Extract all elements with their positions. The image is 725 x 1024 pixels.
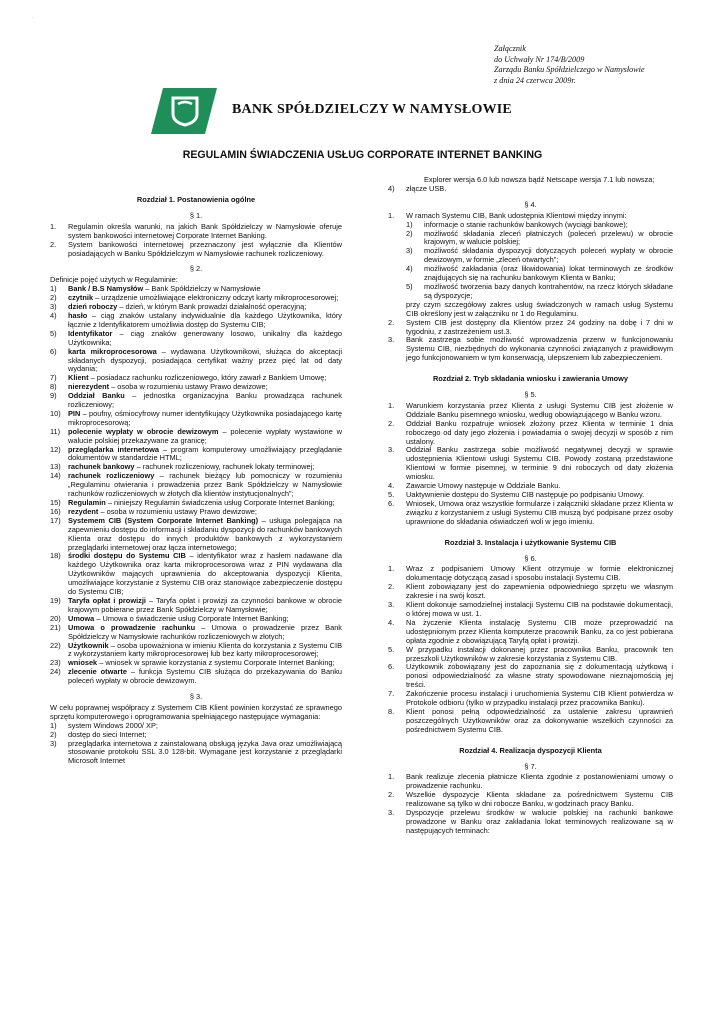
definition-term: Identyfikator — [68, 328, 113, 338]
bank-name: BANK SPÓŁDZIELCZY W NAMYSŁOWIE — [232, 102, 512, 117]
item-text: system Windows 2000/ XP; — [68, 720, 158, 730]
item-text: złącze USB. — [406, 183, 447, 193]
definitions-list — [50, 285, 342, 686]
numbered-item — [388, 420, 673, 447]
item-number: 21) — [50, 622, 61, 632]
definition-text: – jednostka organizacyjna Banku prowadząca rachunek rozliczeniowy; — [68, 391, 342, 410]
definition-item — [50, 446, 342, 464]
left-column — [50, 190, 342, 766]
definition-text: – Umowa o świadczenie usług Corporate Internet Banking; — [94, 613, 289, 623]
definition-item — [50, 668, 342, 686]
definition-text: – dzień, w którym Bank prowadzi działalność operacyjną; — [117, 302, 307, 312]
item-number: 1. — [388, 210, 395, 220]
section-5-list — [388, 402, 673, 527]
item-number: 4) — [388, 183, 395, 193]
definition-item — [50, 552, 342, 597]
definition-term: czytnik — [68, 293, 94, 303]
definition-item — [50, 642, 342, 660]
definition-text: – rachunek rozliczeniowy, rachunek lokaty terminowej; — [134, 462, 315, 472]
definition-text: – Umowa o prowadzenie przez Bank Spółdzielczy w Namysłowie rachunków rozliczeniowych w złotych; — [68, 622, 343, 641]
definition-item — [50, 312, 342, 330]
item-text: Wszelkie dyspozycje Klienta składane za pośrednictwem Systemu CIB realizowane są tylko w dni robocze Banku, w godzinach pracy Banku. — [406, 790, 673, 809]
definition-term: Regulamin — [68, 498, 106, 507]
item-number: 1. — [388, 400, 395, 410]
definition-item — [50, 348, 342, 375]
numbered-item — [388, 565, 673, 583]
item-text: Bank zastrzega sobie możliwość wprowadzenia przerw w funkcjonowaniu Systemu CIB, niezbędnych do wykonania czynności związanych z prawidłowym jego funkcjonowaniem w tym konserwacją, ulepszeniem lub zabezpieczeniem. — [406, 335, 673, 363]
item-number: 7) — [50, 373, 57, 383]
numbered-item — [388, 708, 673, 735]
definition-term: nierezydent — [68, 382, 110, 392]
item-text: Wraz z podpisaniem Umowy Klient otrzymuje w formie elektronicznej dokumentację dotyczącą zasad i sposobu instalacji Systemu CIB. — [406, 564, 673, 583]
definition-item — [50, 330, 342, 348]
item-number: 6) — [50, 346, 57, 356]
section-label: § 5. — [524, 390, 537, 400]
numbered-item — [388, 809, 673, 836]
definition-term: Oddział Banku — [68, 391, 125, 401]
item-text: Regulamin określa warunki, na jakich Bank Spółdzielczy w Namysłowie oferuje system bankowości internetowej Corporate Internet Banking. — [68, 221, 342, 240]
item-number: 22) — [50, 640, 61, 650]
item-number: 12) — [50, 444, 61, 454]
corner-mark: · — [32, 15, 34, 21]
numbered-item — [388, 336, 673, 363]
definition-term: dzień roboczy — [68, 302, 118, 312]
item-number: 3) — [50, 738, 57, 748]
section-7-list — [388, 773, 673, 835]
item-text: informacje o stanie rachunków bankowych (wyciągi bankowe); — [424, 219, 628, 229]
bank-logo — [151, 88, 217, 134]
section-intro: W celu poprawnej współpracy z Systemem CIB Klient powinien korzystać ze sprawnego sprzętu komputerowego i oprogramowania spełniającego następujące wymagania: — [50, 702, 342, 721]
definition-item — [50, 472, 342, 499]
definition-term: wniosek — [68, 658, 98, 668]
definition-text: – poufny, ośmiocyfrowy numer identyfikujący Użytkownika posiadającego kartę mikroprocesorową; — [68, 408, 342, 427]
annex-note — [494, 44, 704, 86]
item-number: 4. — [388, 617, 395, 627]
chapter-heading: Rozdział 1. Postanowienia ogólne — [136, 195, 256, 204]
definition-term: hasło — [68, 310, 88, 320]
definition-item — [50, 392, 342, 410]
chapter-heading: Rozdział 3. Instalacja i użytkowanie Systemu CIB — [444, 537, 617, 547]
item-number: 3. — [388, 445, 395, 455]
section-label: § 3. — [189, 692, 203, 702]
numbered-item — [388, 619, 673, 646]
item-number: 20) — [50, 613, 61, 623]
definition-item — [50, 410, 342, 428]
numbered-item — [388, 601, 673, 619]
numbered-item — [50, 241, 342, 259]
definition-text: – Bank Spółdzielczy w Namysłowie — [143, 284, 261, 294]
item-number: 13) — [50, 462, 61, 472]
definition-text: – osoba w rozumieniu ustawy Prawo dewizowe; — [98, 506, 257, 516]
definition-term: polecenie wypłaty w obrocie dewizowym — [68, 426, 219, 436]
item-number: 15) — [50, 498, 61, 507]
item-number: 5. — [388, 644, 395, 654]
definition-term: rachunek bankowy — [68, 462, 135, 472]
definition-term: Umowa — [68, 613, 95, 623]
section-label: § 4. — [524, 199, 537, 209]
requirement-item — [50, 740, 342, 767]
definition-text: – niniejszy Regulamin świadczenia usług Corporate Internet Banking; — [105, 498, 335, 507]
item-text: System bankowości internetowej przeznaczony jest wyłącznie dla Klientów posiadających w Banku Spółdzielczym w Namysłowie rachunek rozliczeniowy. — [68, 239, 342, 258]
item-number: 2) — [50, 729, 57, 739]
definition-text: – program komputerowy umożliwiający przeglądanie dokumentów w standardzie HTML; — [68, 444, 343, 463]
item-number: 16) — [50, 506, 61, 516]
item-text: Zakończenie procesu instalacji i uruchomienia Systemu CIB Klient potwierdza w Protokole odbioru (tylko w przypadku instalacji przez pracownika Banku). — [406, 689, 673, 708]
item-number: 3. — [388, 600, 395, 610]
continued-text: Explorer wersja 6.0 lub nowsza bądź Netscape wersja 7.1 lub nowsza; — [424, 175, 655, 184]
numbered-item — [388, 646, 673, 664]
item-number: 17) — [50, 515, 61, 525]
requirement-item — [388, 185, 673, 194]
item-number: 1) — [50, 284, 57, 294]
item-number: 3. — [388, 808, 395, 818]
item-number: 3) — [50, 302, 57, 312]
item-text: Dyspozycje przelewu środków w walucie polskiej na rachunki bankowe prowadzone w Banku oraz zakładania lokat terminowych realizowane są w następujących terminach: — [406, 808, 673, 835]
item-text: możliwość tworzenia bazy danych kontrahentów, na rzecz których składane są dyspozycje; — [424, 281, 673, 300]
numbered-item — [388, 663, 673, 690]
item-number: 6. — [388, 498, 395, 508]
item-text: Klient ponosi pełną odpowiedzialność za ustalenie zakresu uprawnień poszczególnych Użytkowników oraz za dokonywanie wszelkich czynności za pośrednictwem Systemu CIB. — [406, 706, 673, 734]
section-intro: Definicje pojęć użytych w Regulaminie: — [50, 275, 178, 285]
section-label: § 1. — [189, 210, 203, 220]
item-number: 4) — [406, 264, 413, 274]
item-number: 3. — [388, 335, 395, 345]
item-number: 10) — [50, 408, 61, 418]
item-number: 2. — [388, 582, 395, 592]
item-text: Użytkownik zobowiązany jest do zapoznania się z dokumentacją użytkową i ponosi odpowiedzialność za własne straty spowodowane nieznajomością jej treści. — [406, 662, 673, 690]
item-number: 2. — [388, 418, 395, 428]
definition-text: – funkcja Systemu CIB służąca do przekazywania do Banku poleceń wypłaty w obrocie dewizowym. — [68, 667, 343, 686]
numbered-item — [388, 690, 673, 708]
section-note: przy czym szczegółowy zakres usług świadczonych w ramach usług Systemu CIB określony jest w załączniku nr 1 do Regulaminu. — [406, 299, 673, 318]
definition-item — [50, 597, 342, 615]
numbered-item — [388, 446, 673, 482]
item-text: W ramach Systemu CIB, Bank udostępnia Klientowi między innymi: — [406, 210, 627, 220]
item-text: Zawarcie Umowy następuje w Oddziale Banku. — [406, 481, 561, 491]
definition-term: rachunek rozliczeniowy — [68, 471, 155, 481]
section-label: § 7. — [524, 761, 537, 771]
item-text: dostęp do sieci Internet; — [68, 729, 147, 739]
item-number: 4. — [388, 481, 395, 491]
item-number: 5) — [406, 281, 413, 291]
definition-term: Umowa o prowadzenie rachunku — [68, 622, 196, 632]
item-number: 11) — [50, 426, 61, 436]
numbered-item — [388, 773, 673, 791]
annex-line: Zarządu Banku Spółdzielczego w Namysłowie — [494, 65, 645, 75]
definition-text: – rachunek bieżący lub pomocniczy w rozumieniu „Regulaminu otwierania i prowadzenia przez Bank Spółdzielczy w Namysłowie rachunków rozliczeniowych w złotych dla klientów instytucjonalnych”; — [68, 471, 342, 499]
item-number: 3) — [406, 246, 413, 256]
definition-item — [50, 624, 342, 642]
definition-term: zlecenie otwarte — [68, 667, 127, 677]
annex-line: Załącznik — [494, 44, 526, 53]
item-number: 24) — [50, 667, 61, 677]
definition-term: Klient — [68, 373, 89, 383]
chapter-heading: Rozdział 4. Realizacja dyspozycji Klienta — [459, 745, 602, 755]
section-label: § 2. — [189, 264, 203, 274]
definition-item — [50, 428, 342, 446]
item-number: 1. — [388, 564, 395, 574]
item-text: możliwość składania dyspozycji dotyczących poleceń wypłaty w obrocie dewizowym, w formie „zleceń otwartych”; — [424, 246, 673, 265]
numbered-item — [388, 500, 673, 527]
item-number: 23) — [50, 658, 61, 668]
numbered-item — [388, 583, 673, 601]
definition-text: – Taryfa opłat i prowizji za czynności bankowe w obrocie krajowym pobierane przez Bank Spółdzielczy w Namysłowie; — [68, 595, 342, 614]
sub-item — [406, 247, 673, 265]
item-number: 1) — [50, 720, 57, 730]
definition-term: karta mikroprocesorowa — [68, 346, 157, 356]
item-text: Oddział Banku zastrzega sobie możliwość negatywnej decyzji w sprawie udostępnienia Klientowi usługi Systemu CIB. Powody zostaną przedstawione Klientowi w formie pisemnej, w terminie 9 dni roboczych od daty złożenia wniosku. — [406, 445, 673, 482]
right-column — [388, 176, 673, 836]
definition-item — [50, 517, 342, 553]
numbered-item — [388, 402, 673, 420]
definition-text: – ciąg znaków ustalany indywidualnie dla każdego Użytkownika, który łącznie z Identyfikatorem umożliwia dostęp do Systemu CIB; — [68, 310, 342, 329]
definition-text: – wydawana Użytkownikowi, służąca do akceptacji składanych dyspozycji, posiadająca certyfikat ważny przez pięć lat od daty wydania; — [68, 346, 342, 374]
definition-term: Systemem CIB (System Corporate Internet Banking) — [68, 515, 259, 525]
definition-text: – osoba w rozumieniu ustawy Prawo dewizowe; — [109, 382, 268, 392]
item-number: 2. — [388, 790, 395, 800]
item-text: System CIB jest dostępny dla Klientów przez 24 godziny na dobę i 7 dni w tygodniu, z zastrzeżeniem ust.3. — [406, 317, 673, 336]
document-title: REGULAMIN ŚWIADCZENIA USŁUG CORPORATE INTERNET BANKING — [182, 149, 543, 161]
annex-line: do Uchwały Nr 174/B/2009 — [494, 54, 585, 64]
item-number: 7. — [388, 689, 395, 699]
item-number: 5) — [50, 328, 57, 338]
numbered-item — [388, 791, 673, 809]
item-number: 5. — [388, 490, 395, 499]
item-number: 6. — [388, 662, 395, 672]
item-text: Na życzenie Klienta instalację Systemu CIB może przeprowadzić na udostępnionym przez Klienta komputerze pracownik Banku, za co jest pobierana opłata zgodnie z obowiązującą Taryfą opłat i prowizji. — [406, 617, 673, 645]
item-text: Klient dokonuje samodzielnej instalacji Systemu CIB na podstawie dokumentacji, o której mowa w ust. 1. — [406, 600, 673, 618]
definition-text: – usługa polegająca na zapewnieniu dostępu do informacji i składaniu dyspozycji do rachunków bankowych Klienta oraz dostępu do innych produktów bankowych z wykorzystaniem przeglądarki internetowej oraz łącza internetowego; — [68, 515, 342, 552]
item-text: Wniosek, Umowa oraz wszystkie formularze i załączniki składane przez Klienta w związku z korzystaniem z usługi Systemu CIB muszą być podpisane przez osoby uprawnione do składania oświadczeń woli w jego imieniu. — [406, 498, 673, 526]
item-number: 2. — [50, 239, 57, 249]
sub-item — [406, 265, 673, 283]
item-number: 8. — [388, 706, 395, 716]
item-number: 19) — [50, 595, 61, 605]
section-label: § 6. — [524, 553, 537, 563]
definition-term: Bank / B.S Namysłów — [68, 284, 144, 294]
definition-text: – osoba upoważniona w imieniu Klienta do korzystania z Systemu CIB z wykorzystaniem karty mikroprocesorowej lub bez karty mikroprocesorowej; — [68, 640, 342, 659]
definition-term: Taryfa opłat i prowizji — [68, 595, 146, 605]
item-number: 14) — [50, 471, 61, 481]
chapter-heading: Rozdział 2. Tryb składania wniosku i zawierania Umowy — [432, 374, 629, 384]
numbered-item — [50, 223, 342, 241]
definition-term: środki dostępu do Systemu CIB — [68, 551, 186, 561]
item-number: 1. — [388, 772, 395, 782]
section-6-list — [388, 565, 673, 734]
item-text: Klient zobowiązany jest do zapewnienia odpowiedniego sprzętu we własnym zakresie i na swój koszt. — [406, 582, 673, 601]
definition-term: Użytkownik — [68, 640, 109, 650]
item-text: Warunkiem korzystania przez Klienta z usługi Systemu CIB jest złożenie w Oddziale Banku pisemnego wniosku, według obowiązującego w Banku wzoru. — [406, 400, 673, 419]
numbered-item — [388, 319, 673, 337]
definition-text: – ciąg znaków generowany losowo, unikalny dla każdego Użytkownika; — [68, 328, 342, 347]
item-text: możliwość zakładania (oraz likwidowania) lokat terminowych ze środków znajdujących się na rachunku bankowym Klienta w Banku; — [424, 264, 673, 283]
item-number: 4) — [50, 310, 57, 320]
item-text: Bank realizuje zlecenia płatnicze Klienta zgodnie z postanowieniami umowy o prowadzenie rachunku. — [406, 772, 673, 791]
definition-text: – identyfikator wraz z hasłem nadawane dla każdego Użytkownika oraz karta mikroprocesorowa wraz z PIN wydawana dla Użytkowników mających uprawnienia do akceptowania dyspozycji Klienta, umożliwiające korzystanie z Systemu CIB oraz stanowiące zabezpieczenie dostępu do Systemu CIB; — [68, 551, 342, 597]
item-number: 2. — [388, 317, 395, 327]
item-number: 1) — [406, 219, 413, 229]
definition-text: – posiadacz rachunku rozliczeniowego, który zawarł z Bankiem Umowę; — [88, 373, 327, 383]
item-number: 2) — [406, 228, 413, 238]
item-text: możliwość składania zleceń płatniczych (poleceń przelewu) w obrocie krajowym, w walucie polskiej; — [424, 228, 673, 247]
definition-term: przeglądarka internetowa — [68, 444, 159, 454]
item-number: 8) — [50, 382, 57, 392]
definition-text: – polecenie wypłaty wystawione w walucie polskiej przekazywane za granicę; — [68, 426, 342, 445]
definition-term: PIN — [68, 408, 81, 418]
item-text: Oddział Banku rozpatruje wniosek złożony przez Klienta w terminie 1 dnia roboczego od daty jego złożenia i powiadamia o swojej decyzji w sposób z nim ustalony. — [406, 418, 673, 446]
item-number: 1. — [50, 221, 57, 231]
item-text: Uaktywnienie dostępu do Systemu CIB następuje po podpisaniu Umowy. — [406, 490, 645, 499]
sub-item — [406, 230, 673, 248]
item-text: przeglądarka internetowa z zainstalowaną obsługą języka Java oraz umożliwiającą stosowanie protokołu SSL 3.0 128-bit. Wymagane jest korzystanie z przeglądarki Microsoft Internet — [68, 738, 342, 766]
item-text: W przypadku instalacji dokonanej przez pracownika Banku, pracownik ten przeszkoli Użytkowników w zakresie korzystania z Systemu CIB. — [406, 644, 673, 663]
item-number: 2) — [50, 293, 57, 303]
sub-item — [406, 283, 673, 301]
item-number: 18) — [50, 551, 61, 561]
item-number: 9) — [50, 391, 57, 401]
annex-line: z dnia 24 czerwca 2009r. — [494, 75, 576, 85]
definition-term: rezydent — [68, 506, 99, 516]
definition-text: – urządzenie umożliwiające elektroniczny odczyt karty mikroprocesorowej; — [93, 293, 339, 303]
definition-text: – wniosek w sprawie korzystania z systemu Corporate Internet Banking; — [97, 658, 335, 668]
